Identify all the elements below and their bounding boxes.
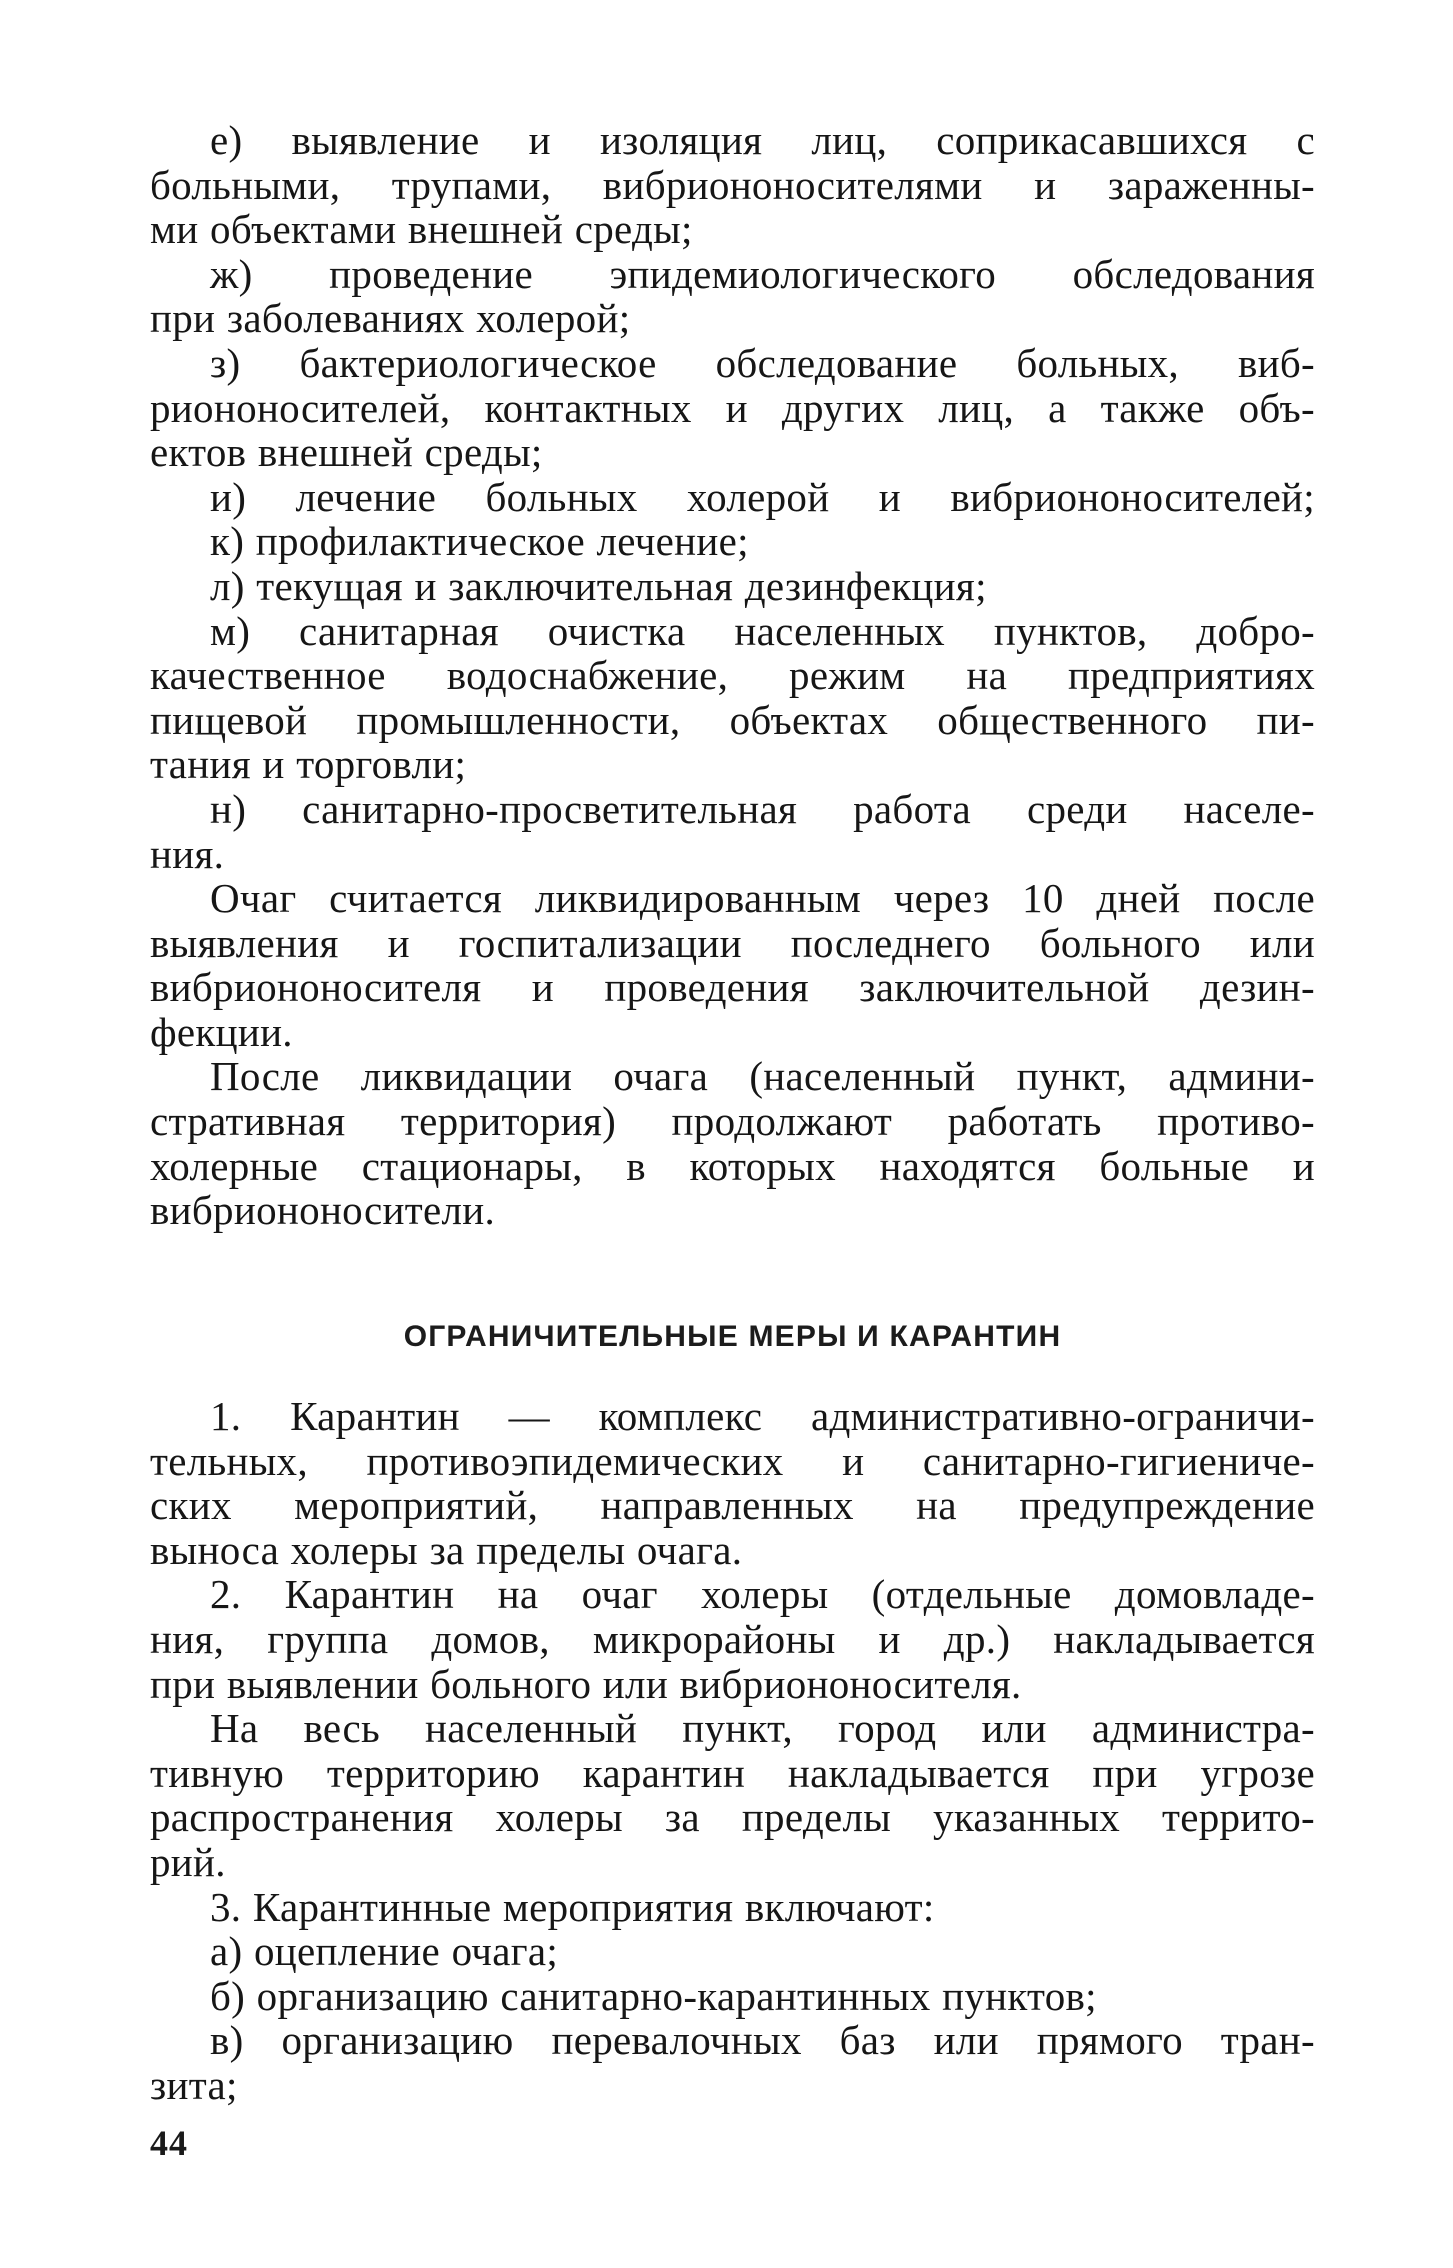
text-line: ектов внешней среды; xyxy=(150,429,543,476)
text-line: при выявлении больного или вибриононосителя. xyxy=(150,1660,1022,1707)
text-line: в) организацию перевалочных баз или прямого тран- xyxy=(210,2017,1315,2064)
text-line: 3. Карантинные мероприятия включают: xyxy=(210,1883,935,1930)
text-line: риононосителей, контактных и других лиц, а также объ- xyxy=(150,384,1315,431)
page-number: 44 xyxy=(150,2123,188,2163)
text-line: тивную территорию карантин накладывается при угрозе xyxy=(150,1749,1315,1796)
text-line: тельных, противоэпидемических и санитарно-гигиениче- xyxy=(150,1437,1315,1484)
text-line: тания и торговли; xyxy=(150,741,467,788)
text-line: л) текущая и заключительная дезинфекция; xyxy=(210,562,987,609)
text-line: рий. xyxy=(150,1838,226,1885)
text-block-measures xyxy=(150,118,1315,1233)
text-line: зита; xyxy=(150,2061,238,2108)
text-line: больными, трупами, вибриононосителями и зараженны- xyxy=(150,161,1315,208)
text-line: 1. Карантин — комплекс административно-ограничи- xyxy=(210,1393,1315,1439)
text-line: качественное водоснабжение, режим на предприятиях xyxy=(150,652,1315,699)
text-line: ских мероприятий, направленных на предупреждение xyxy=(150,1482,1315,1529)
text-line: м) санитарная очистка населенных пунктов, добро- xyxy=(210,607,1315,654)
text-line: при заболеваниях холерой; xyxy=(150,295,631,342)
text-line: 2. Карантин на очаг холеры (отдельные домовладе- xyxy=(210,1571,1315,1618)
text-line: ми объектами внешней среды; xyxy=(150,206,693,253)
text-line: к) профилактическое лечение; xyxy=(210,518,749,565)
text-line: и) лечение больных холерой и вибриононосителей; xyxy=(210,473,1315,520)
text-line: вибриононосителя и проведения заключительной дезин- xyxy=(150,964,1315,1011)
text-line: фекции. xyxy=(150,1008,293,1055)
text-line: вибриононосители. xyxy=(150,1187,496,1234)
text-line: е) выявление и изоляция лиц, соприкасавшихся с xyxy=(210,117,1315,163)
text-line: б) организацию санитарно-карантинных пунктов; xyxy=(210,1972,1097,2019)
text-line: выноса холеры за пределы очага. xyxy=(150,1526,743,1573)
text-line: Очаг считается ликвидированным через 10 дней после xyxy=(210,875,1315,922)
text-line: н) санитарно-просветительная работа среди населе- xyxy=(210,785,1315,832)
text-line: ния. xyxy=(150,830,225,877)
text-line: холерные стационары, в которых находятся больные и xyxy=(150,1142,1315,1189)
text-line: После ликвидации очага (населенный пункт, админи- xyxy=(210,1053,1315,1100)
text-line: На весь населенный пункт, город или администра- xyxy=(210,1705,1315,1752)
text-line: выявления и госпитализации последнего больного или xyxy=(150,919,1315,966)
text-line: распространения холеры за пределы указанных террито- xyxy=(150,1794,1315,1841)
text-line: а) оцепление очага; xyxy=(210,1928,559,1975)
text-line: пищевой промышленности, объектах общественного пи- xyxy=(150,696,1315,743)
section-heading: ОГРАНИЧИТЕЛЬНЫЕ МЕРЫ И КАРАНТИН xyxy=(403,1320,1062,1353)
text-line: ж) проведение эпидемиологического обследования xyxy=(210,250,1315,297)
text-line: з) бактериологическое обследование больных, виб- xyxy=(210,339,1315,386)
text-line: ния, группа домов, микрорайоны и др.) накладывается xyxy=(150,1615,1315,1662)
text-line: стративная территория) продолжают работать противо- xyxy=(150,1098,1315,1145)
text-block-quarantine xyxy=(150,1394,1315,2108)
